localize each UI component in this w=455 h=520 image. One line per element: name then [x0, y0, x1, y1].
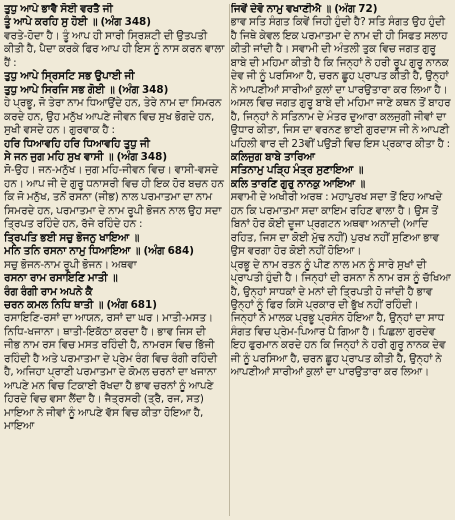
verse-line: ਕਲਿ ਤਾਰਣਿ ਗੁਰੁ ਨਾਨਕੁ ਆਇਆ ॥ [230, 177, 366, 190]
paragraph: ਰਸਾਇਣਿ-ਰਸਾਂ ਦਾ ਆਯਨ, ਰਸਾਂ ਦਾ ਘਰ। ਮਾਤੀ-ਮਸਤ। ਨਿਧਿ-ਖਜਾਨਾ। ਥਾਤੀ-ਇਕੱਠਾ ਕਰਦਾ ਹੈ। ਭਾਵ ਜਿਸ ਦੀ ਜੀਭ ਨਾਮ ਰਸ ਵਿਚ ਮਸਤ ਰਹਿੰਦੀ ਹੈ, ਨਾਮਰਸ ਵਿਚ ਭਿੱਜੀ ਰਹਿੰਦੀ ਹੈ ਅਤੇ ਪਰਮਾਤਮਾ ਦੇ ਪ੍ਰੇਮ ਰੰਗ ਵਿਚ ਰੰਗੀ ਰਹਿੰਦੀ ਹੈ, ਅਜਿਹਾ ਪ੍ਰਾਣੀ ਪਰਮਾਤਮਾ ਦੇ ਕੋਮਲ ਚਰਨਾਂ ਦਾ ਖਜਾਨਾ ਆਪਣੇ ਮਨ ਵਿਚ ਟਿਕਾਈ ਰੱਖਦਾ ਹੈ ਭਾਵ ਚਰਨਾਂ ਨੂੰ ਆਪਣੇ ਹਿਰਦੇ ਵਿਚ ਵਸਾ ਲੈਂਦਾ ਹੈ। ਜੈਤ੍ਰਸਰੀ (ਤ੍ਰੈ, ਰਜ, ਸਤ) ਮਾਇਆ ਨੇ ਜੀਵਾਂ ਨੂੰ ਆਪਣੇ ਵੱਸ ਵਿਚ ਕੀਤਾ ਹੋਇਆ ਹੈ, ਮਾਇਆ [4, 312, 218, 433]
paragraph: ਸੋ-ਉਹ। ਜਨ-ਮਨੁੱਖ। ਜੁਗ ਮਹਿ-ਜੀਵਨ ਵਿਚ। ਵਾਸੀ-ਵਸਦੇ ਹਨ। ਆਪ ਜੀ ਦੇ ਗੁਰੂ ਧਨਾਸਰੀ ਵਿਚ ਹੀ ਇਕ ਹੋਰ ਬਚਨ ਹਨ ਕਿ ਜੋ ਮਨੁੱਖ, ਤਨੋਂ ਰਸਨਾ (ਜੀਭ) ਨਾਲ ਪਰਮਾਤਮਾ ਦਾ ਨਾਮ ਸਿਮਰਦੇ ਹਨ, ਪਰਮਾਤਮਾ ਦੇ ਨਾਮ ਰੂਪੀ ਭੋਜਨ ਨਾਲ ਉਹ ਸਦਾ ਤ੍ਰਿਪਤ ਰਹਿੰਦੇ ਹਨ, ਰੱਜੇ ਰਹਿੰਦੇ ਹਨ : [4, 164, 224, 231]
verse-line: ਸੇ ਜਨ ਜੁਗ ਮਹਿ ਸੁਖ ਵਾਸੀ ॥ (ਅੰਗ 348) [4, 150, 168, 163]
verse-line: ਕਲਿਜੁਗ ਬਾਬੇ ਤਾਰਿਆ [230, 150, 315, 163]
verse-line: ਚਰਨ ਕਮਲ ਨਿਧਿ ਥਾਤੀ ॥ (ਅੰਗ 681) [4, 298, 158, 311]
paragraph: ਸਵਾਮੀ ਦੇ ਅਖੀਰੀ ਅਰਥ : ਮਹਾਪੁਰਖ ਸਦਾ ਤੋਂ ਇਹ ਆਖਦੇ ਹਨ ਕਿ ਪਰਮਾਤਮਾ ਸਦਾ ਕਾਇਮ ਰਹਿਣ ਵਾਲਾ ਹੈ। ਉਸ ਤੋਂ ਬਿਨਾਂ ਹੋਰ ਕੋਈ ਦੂਜਾ ਪ੍ਰਗਟਨ ਅਥਵਾ ਅਨਾਦੀ (ਆਦਿ ਰਹਿਤ, ਜਿਸ ਦਾ ਕੋਈ ਮੁੱਢ ਨਹੀਂ) ਪੁਰਖ ਨਹੀਂ ਸੁਣਿਆ ਭਾਵ ਉਸ ਵਰਗਾ ਹੋਰ ਕੋਈ ਨਹੀਂ ਹੋਇਆ। [230, 191, 443, 258]
paragraph: ਹੇ ਪ੍ਰਭੂ, ਜੋ ਤੇਰਾ ਨਾਮ ਧਿਆਉਂਦੇ ਹਨ, ਤੇਰੇ ਨਾਮ ਦਾ ਸਿਮਰਨ ਕਰਦੇ ਹਨ, ਉਹ ਮਨੁੱਖ ਆਪਣੇ ਜੀਵਨ ਵਿਚ ਸੁਖ ਭੋਗਦੇ ਹਨ, ਸੁਖੀ ਵਸਦੇ ਹਨ। ਗੁਰਵਾਕ ਹੈ : [4, 97, 222, 137]
paragraph: ਵਰਤੇ-ਹੋਦਾ ਹੈ। ਤੂੰ ਆਪ ਹੀ ਸਾਰੀ ਸ੍ਰਿਸ਼ਟੀ ਦੀ ਉਤਪਤੀ ਕੀਤੀ ਹੈ, ਪੈਦਾ ਕਰਕੇ ਫਿਰ ਆਪ ਹੀ ਇਸ ਨੂੰ ਨਾਸ ਕਰਨ ਵਾਲਾ ਹੈਂ : [4, 29, 225, 69]
right-column [231, 3, 452, 518]
verse-line: ਤ੍ਰਿਪਤਿ ਭਈ ਸਚੁ ਭੋਜਨੁ ਖਾਇਆ ॥ [4, 231, 140, 244]
paragraph: ਪ੍ਰਭੂ ਦੇ ਨਾਮ ਰਤਨ ਨੂੰ ਪੀਣ ਨਾਲ ਮਨ ਨੂੰ ਸਾਰੇ ਸੁਖਾਂ ਦੀ ਪ੍ਰਾਪਤੀ ਹੁੰਦੀ ਹੈ। ਜਿਨ੍ਹਾਂ ਦੀ ਰਸਨਾ ਨੇ ਨਾਮ ਰਸ ਨੂੰ ਚੱਖਿਆ ਹੈ, ਉਨ੍ਹਾਂ ਸਾਧਕਾਂ ਦੇ ਮਨਾਂ ਦੀ ਤ੍ਰਿਪਤੀ ਹੋ ਜਾਂਦੀ ਹੈ ਭਾਵ ਉਨ੍ਹਾਂ ਨੂੰ ਫਿਰ ਕਿਸੇ ਪ੍ਰਕਾਰ ਦੀ ਭੁੱਖ ਨਹੀਂ ਰਹਿੰਦੀ। [230, 258, 451, 311]
verse-line: ਹਰਿ ਧਿਆਵਹਿ ਹਰਿ ਧਿਆਵਹਿ ਤੁਧੁ ਜੀ [4, 137, 150, 150]
verse-line: ਜਿਵੇਂ ਦੇਵੋ ਨਾਮੁ ਵਖਾਣੀਐ ॥ (ਅੰਗ 72) [230, 3, 378, 15]
paragraph: ਭਾਵ ਸਤਿ ਸੰਗਤ ਕਿਵੇਂ ਜਿਹੀ ਹੁੰਦੀ ਹੈ? ਸਤਿ ਸੰਗਤ ਉਹ ਹੁੰਦੀ ਹੈ ਜਿਥੇ ਕੇਵਲ ਇਕ ਪਰਮਾਤਮਾ ਦੇ ਨਾਮ ਦੀ ਹੀ ਸਿਫਤ ਸਲਾਹ ਕੀਤੀ ਜਾਂਦੀ ਹੈ। ਸਵਾਮੀ ਦੀ ਅੰਤਲੀ ਤੁਕ ਵਿਚ ਜਗਤ ਗੁਰੂ ਬਾਬੇ ਦੀ ਮਹਿਮਾ ਕੀਤੀ ਹੈ ਕਿ ਜਿਨ੍ਹਾਂ ਨੇ ਹਰੀ ਰੂਪ ਗੁਰੂ ਨਾਨਕ ਦੇਵ ਜੀ ਨੂੰ ਪਰਸਿਆ ਹੈ, ਚਰਨ ਛੂਹ ਪ੍ਰਾਪਤ ਕੀਤੀ ਹੈ, ਉਨ੍ਹਾਂ ਨੇ ਆਪਣੀਆਂ ਸਾਰੀਆਂ ਕੁਲਾਂ ਦਾ ਪਾਰਉਤਾਰਾ ਕਰ ਲਿਆ ਹੈ। [230, 16, 449, 96]
paragraph: ਅਸਲ ਵਿਚ ਜਗਤ ਗੁਰੂ ਬਾਬੇ ਦੀ ਮਹਿਮਾ ਜਾਣੇ ਕਥਨ ਤੋਂ ਬਾਹਰ ਹੈ, ਜਿਨ੍ਹਾਂ ਨੇ ਸਤਿਨਾਮ ਦੇ ਮੰਤਰ ਦੁਆਰਾ ਕਲਜੁਗੀ ਜੀਵਾਂ ਦਾ ਉਧਾਰ ਕੀਤਾ, ਜਿਸ ਦਾ ਵਰਨਣ ਭਾਈ ਗੁਰਦਾਸ ਜੀ ਨੇ ਆਪਣੀ ਪਹਿਲੀ ਵਾਰ ਦੀ 23ਵੀਂ ਪਉੜੀ ਵਿਚ ਇਸ ਪ੍ਰਕਾਰ ਕੀਤਾ ਹੈ : [230, 97, 451, 150]
verse-line: ਰਸਨਾ ਰਾਮ ਰਸਾਇਣਿ ਮਾਤੀ ॥ [4, 272, 118, 285]
verse-line: ਮਨਿ ਤਨਿ ਰਸਨਾ ਨਾਮੁ ਧਿਆਇਆ ॥ (ਅੰਗ 684) [4, 245, 195, 258]
verse-line: ਸਤਿਨਾਮੁ ਪੜ੍ਹਿ ਮੰਤ੍ਰ ਸੁਣਾਇਆ ॥ [230, 164, 364, 177]
column-divider [229, 4, 230, 516]
verse-line: ਤੁਧੁ ਆਪੇ ਸ੍ਰਿਸਟਿ ਸਭ ਉਪਾਈ ਜੀ [4, 70, 135, 83]
left-column [4, 3, 225, 518]
verse-line: ਤੁਧੁ ਆਪੇ ਸਿਰਜਿ ਸਭ ਗੋਈ ॥ (ਅੰਗ 348) [4, 83, 169, 96]
paragraph: ਜਿਨ੍ਹਾਂ ਨੇ ਮਾਲਕ ਪ੍ਰਭੂ ਪ੍ਰਸੰਨ ਹੋਇਆ ਹੈ, ਉਨ੍ਹਾਂ ਦਾ ਸਾਧ ਸੰਗਤ ਵਿਚ ਪ੍ਰੇਮ-ਪਿਆਰ ਪੈ ਗਿਆ ਹੈ। ਪਿਛਲਾ ਗੁਰਦੇਵ ਇਹ ਫੁਰਮਾਨ ਕਰਦੇ ਹਨ ਕਿ ਜਿਨ੍ਹਾਂ ਨੇ ਹਰੀ ਗੁਰੂ ਨਾਨਕ ਦੇਵ ਜੀ ਨੂੰ ਪਰਸਿਆ ਹੈ, ਚਰਨ ਛੂਹ ਪ੍ਰਾਪਤ ਕੀਤੀ ਹੈ, ਉਨ੍ਹਾਂ ਨੇ ਆਪਣੀਆਂ ਸਾਰੀਆਂ ਕੁਲਾਂ ਦਾ ਪਾਰਉਤਾਰਾ ਕਰ ਲਿਆ। [230, 312, 446, 379]
verse-line: ਤੁਧੁ ਆਪੇ ਭਾਵੈ ਸੋਈ ਵਰਤੈ ਜੀ [4, 3, 113, 15]
verse-line: ਤੂੰ ਆਪੇ ਕਰਹਿ ਸੁ ਹੋਈ ॥ (ਅੰਗ 348) [4, 16, 152, 29]
verse-line: ਰੰਗ ਰੰਗੀ ਰਾਮ ਅਪਨੇ ਕੈ [4, 285, 93, 298]
paragraph: ਸਚੁ ਭੋਜਨ-ਨਾਮ ਰੂਪੀ ਭੋਜਨ। ਅਥਵਾ [4, 258, 137, 271]
